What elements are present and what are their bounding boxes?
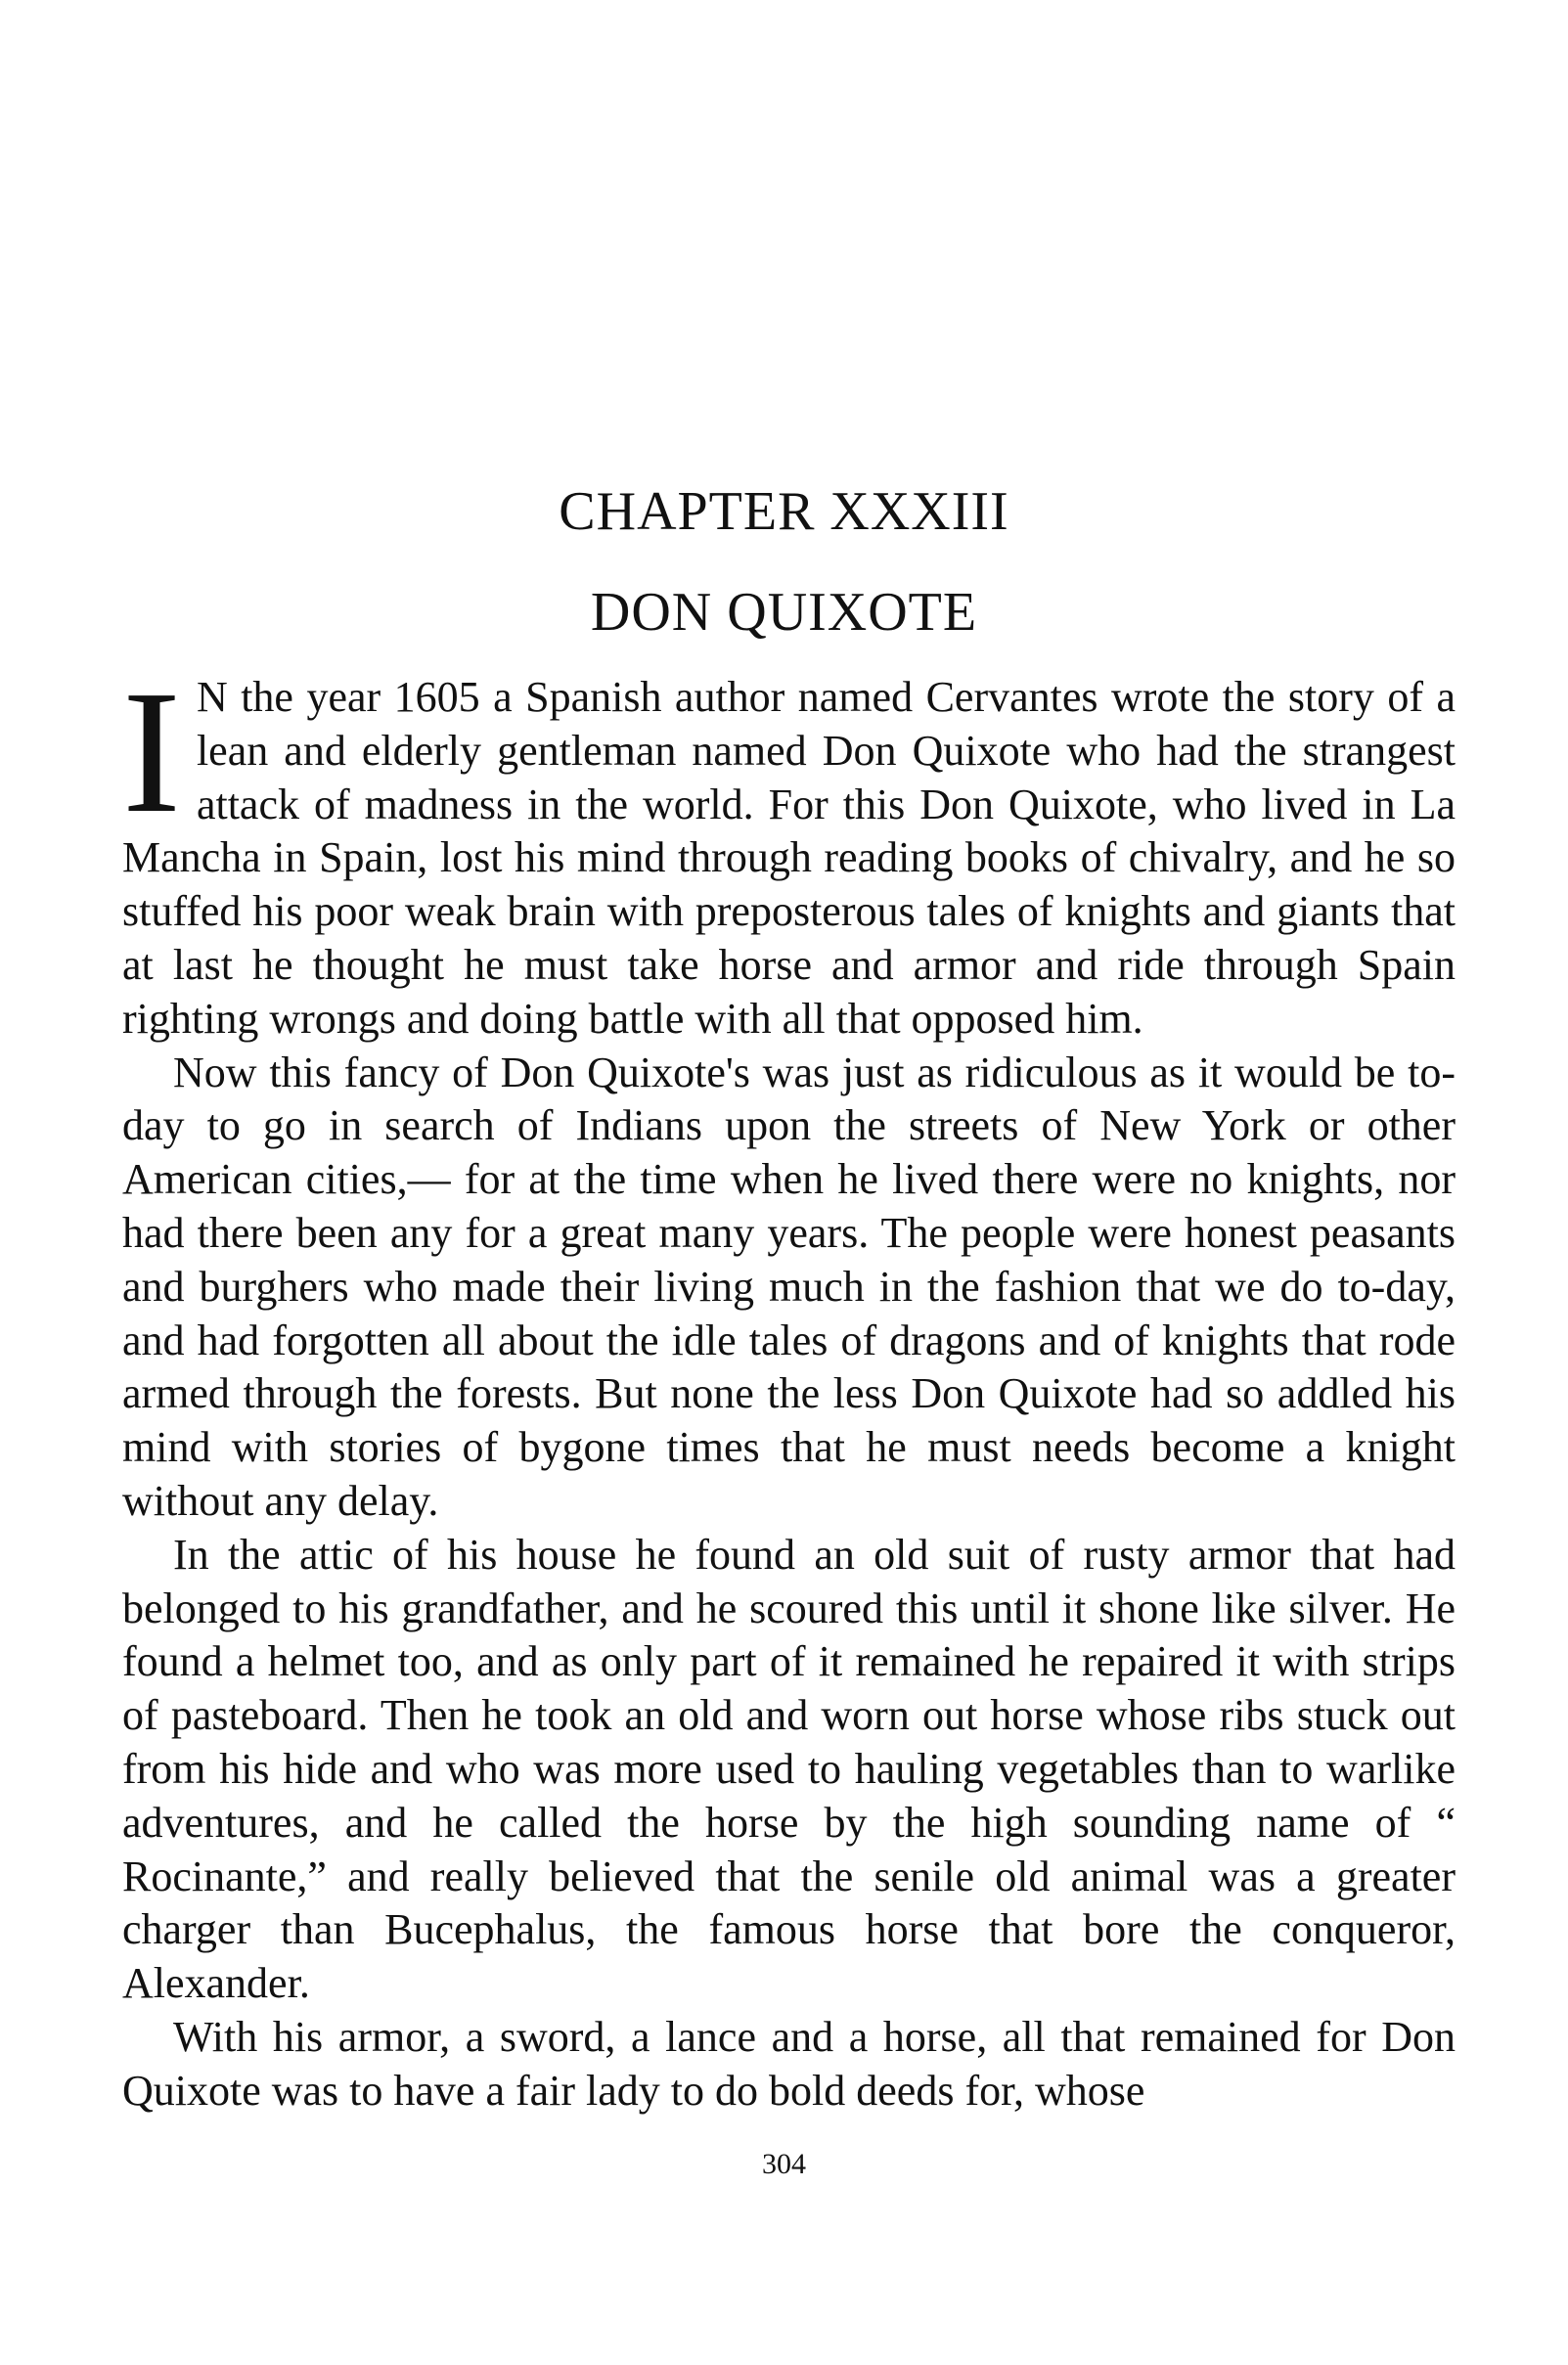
drop-cap: I	[122, 654, 181, 849]
paragraph-1	[122, 654, 1456, 1047]
paragraph-3: In the attic of his house he found an old suit of rusty armor that had belonged to his grandfather, and he scoured this until it shone like silver. He found a helmet too, and as only part of it remained he repaired it with strips of pasteboard. Then he took an old and worn out horse whose ribs stuck out from his hide and who was more used to hauling vegetables than to warlike adventures, and he called the horse by the high sounding name of “ Rocinante,” and really believed that the senile old animal was a greater charger than Bucephalus, the famous horse that bore the conqueror, Alexander.	[122, 1530, 1456, 2008]
chapter-title: DON QUIXOTE	[590, 582, 978, 643]
body-text	[122, 654, 1456, 2119]
page-number: 304	[762, 2148, 806, 2180]
chapter-number: CHAPTER XXXIII	[559, 481, 1009, 542]
first-word-rest: N	[196, 673, 228, 721]
paragraph-4: With his armor, a sword, a lance and a horse, all that remained for Don Quixote was to have a fair lady to do bold deeds for, whose	[122, 2012, 1456, 2115]
paragraph-1-text: the year 1605 a Spanish author named Cervantes wrote the story of a lean and elderly gentleman named Don Quixote who had the strangest attack of madness in the world. For this Don Quixote, who lived in La Mancha in Spain, lost his mind through reading books of chivalry, and he so stuffed his poor weak brain with preposterous tales of knights and giants that at last he thought he must take horse and armor and ride through Spain righting wrongs and doing battle with all that opposed him.	[122, 673, 1456, 1043]
paragraph-2: Now this fancy of Don Quixote's was just as ridiculous as it would be to-day to go in search of Indians upon the streets of New York or other American cities,— for at the time when he lived there were no knights, nor had there been any for a great many years. The people were honest peasants and burghers who made their living much in the fashion that we do to-day, and had forgotten all about the idle tales of dragons and of knights that rode armed through the forests. But none the less Don Quixote had so addled his mind with stories of bygone times that he must needs become a knight without any delay.	[122, 1048, 1456, 1525]
